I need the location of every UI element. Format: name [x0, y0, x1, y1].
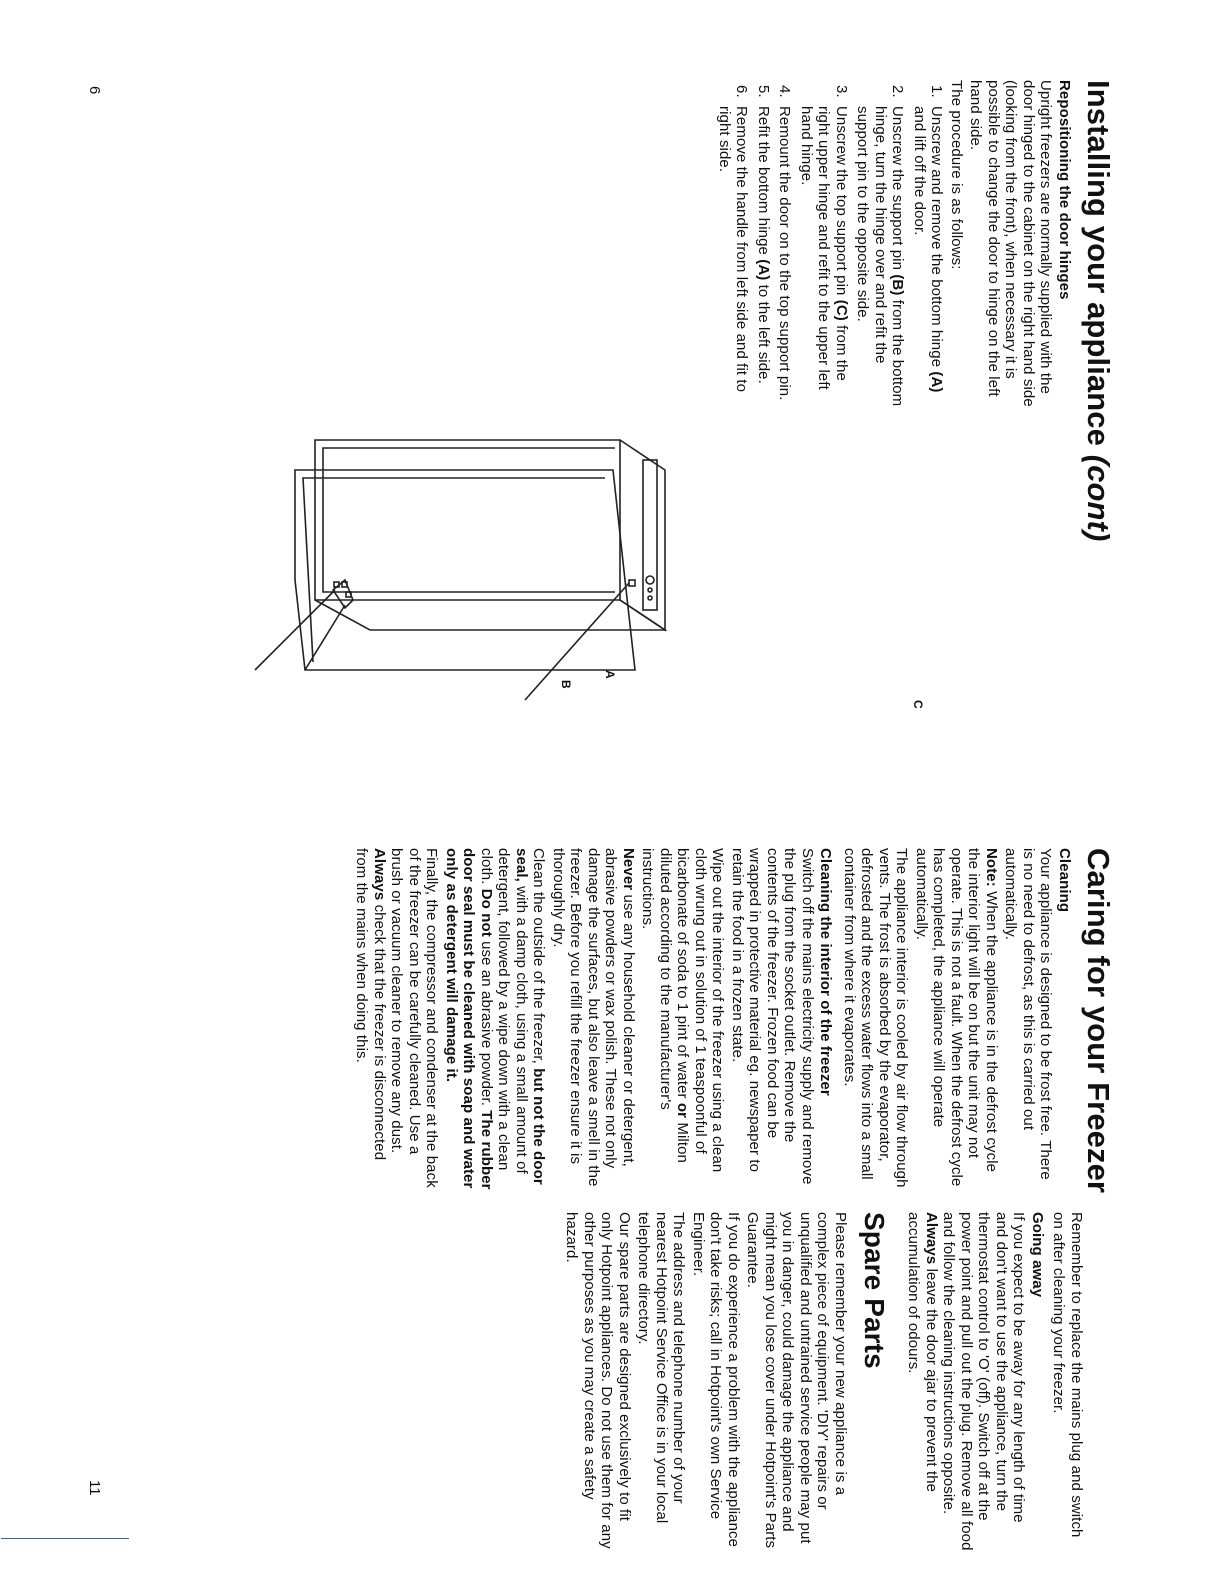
- label-a: A: [603, 670, 617, 679]
- hinges-subheading: Repositioning the door hinges: [1056, 80, 1073, 300]
- control-knob-icon: [646, 576, 654, 584]
- spare-p1: Please remember your new appliance is a complex piece of equipment. 'DIY' repairs or unqualified and untrained service people may put you in danger, could damage the appliance and might mean you lose cover under Hotpoint's Parts Guarantee.: [744, 1212, 849, 1549]
- installing-column: [712, 80, 1116, 542]
- spare-parts-heading: Spare Parts: [859, 1212, 890, 1369]
- interior-p1: Switch off the mains electricity supply and remove the plug from the socket outlet. Remove the contents of the freezer. Frozen food can be wrapped in protective material eg. newspaper to retain the food in a frozen state.: [729, 848, 816, 1185]
- label-b: B: [559, 680, 573, 689]
- going-away-heading: Going away: [1029, 1212, 1046, 1298]
- page-number-right: 11: [86, 1480, 103, 1496]
- page-edge-rule: [1, 1538, 129, 1539]
- going-away-column: [561, 1212, 1085, 1552]
- installing-title: Installing your appliance (cont): [1081, 80, 1116, 542]
- freezer-door: [295, 470, 635, 670]
- step-2: 2. Unscrew the support pin (B) from the bottom hinge, turn the hinge over and refit the support pin to the opposite side.: [854, 102, 907, 410]
- freezer-cabinet-side: [315, 600, 665, 630]
- hinges-intro: Upright freezers are normally supplied with the door hinged to the cabinet on the right hand side (looking from the front), when necessary it is possible to change the door to hinge on the left hand side.: [967, 80, 1055, 407]
- procedure-intro: The procedure is as follows:: [948, 80, 965, 270]
- cleaning-heading: Cleaning: [1056, 848, 1073, 913]
- page-number-left: 6: [86, 86, 103, 95]
- step-3: 3. Unscrew the top support pin (C) from the right upper hinge and refit to the upper left hand hinge.: [798, 102, 851, 410]
- spare-p4: Our spare parts are designed exclusively to fit only Hotpoint appliances. Do not use them for any other purposes as you may create a safety hazard.: [563, 1212, 633, 1549]
- step-5: 5. Refit the bottom hinge (A) to the left side.: [755, 102, 773, 410]
- never-paragraph: Never use any household cleaner or detergent, abrasive powders or wax polish. These not only damage the surfaces, but also leave a smell in the freezer. Before you refill the freezer ensure it is thoroughly dry.: [550, 848, 637, 1187]
- freezer-hinge-diagram: [245, 430, 945, 790]
- outside-paragraph: Clean the outside of the freezer, but not the door seal, with a damp cloth, using a small amount of detergent, followed by a wipe down with a clean cloth. Do not use an abrasive powder. The rubber door seal must be cleaned with soap and water only as detergent will damage it.: [443, 848, 548, 1190]
- step-6: 6. Remove the handle from left side and fit to right side.: [716, 102, 751, 410]
- interior-heading: Cleaning the interior of the freezer: [817, 848, 835, 1096]
- caring-title: Caring for your Freezer: [1081, 848, 1116, 1194]
- finally-paragraph: Finally, the compressor and condenser at the back of the freezer can be carefully cleaned. Use a brush or vacuum cleaner to remove any dust. Always check that the freezer is disconnected from the mains when doing this.: [353, 848, 441, 1188]
- spare-p3: The address and telephone number of your nearest Hotpoint Service Office is in your local telephone directory.: [635, 1212, 688, 1524]
- spare-p2: If you do experience a problem with the appliance don't take risks; call in Hotpoint's own Service Engineer.: [690, 1212, 742, 1548]
- cleaning-p2: The appliance interior is cooled by air flow through vents. The frost is absorbed by the evaporator, defrosted and the excess water flows into a small container from where it evaporates.: [841, 848, 911, 1188]
- interior-p2: Wipe out the interior of the freezer using a clean cloth wrung out in solution of 1 teaspoonful of bicarbonate of soda to 1 pint of water or Milton diluted according to the manufacturer's instructions.: [639, 848, 727, 1173]
- cleaning-note: Note: When the appliance is in the defrost cycle the interior light will be on but the unit may not operate. This is not a fault. When the defrost cycle has completed, the appliance will operate automatically.: [913, 848, 1000, 1187]
- leader-line-b: [255, 590, 335, 670]
- hinge-steps: [716, 80, 946, 410]
- cleaning-p1: Your appliance is designed to be frost free. There is no need to defrost, as this is carried out automatically.: [1002, 848, 1055, 1180]
- going-away-paragraph: If you expect to be away for any length of time and don't want to use the appliance, turn the thermostat control to 'O' (off). Switch off at the power point and pull out the plug. Remove all food and follow the cleaning instructions opposite. Always leave the door ajar to prevent the accumulation of odours.: [905, 1212, 1028, 1551]
- remember-paragraph: Remember to replace the mains plug and switch on after cleaning your freezer.: [1050, 1212, 1085, 1538]
- bottom-hinge-icon: [333, 580, 353, 608]
- top-hinge-pin-icon: [629, 580, 635, 586]
- step-4: 4. Remount the door on to the top support pin.: [776, 102, 794, 410]
- label-c: C: [911, 700, 925, 709]
- freezer-cabinet-front: [315, 440, 620, 600]
- caring-column: [351, 848, 1115, 1193]
- step-1: 1. Unscrew and remove the bottom hinge (A) and lift off the door.: [911, 102, 946, 410]
